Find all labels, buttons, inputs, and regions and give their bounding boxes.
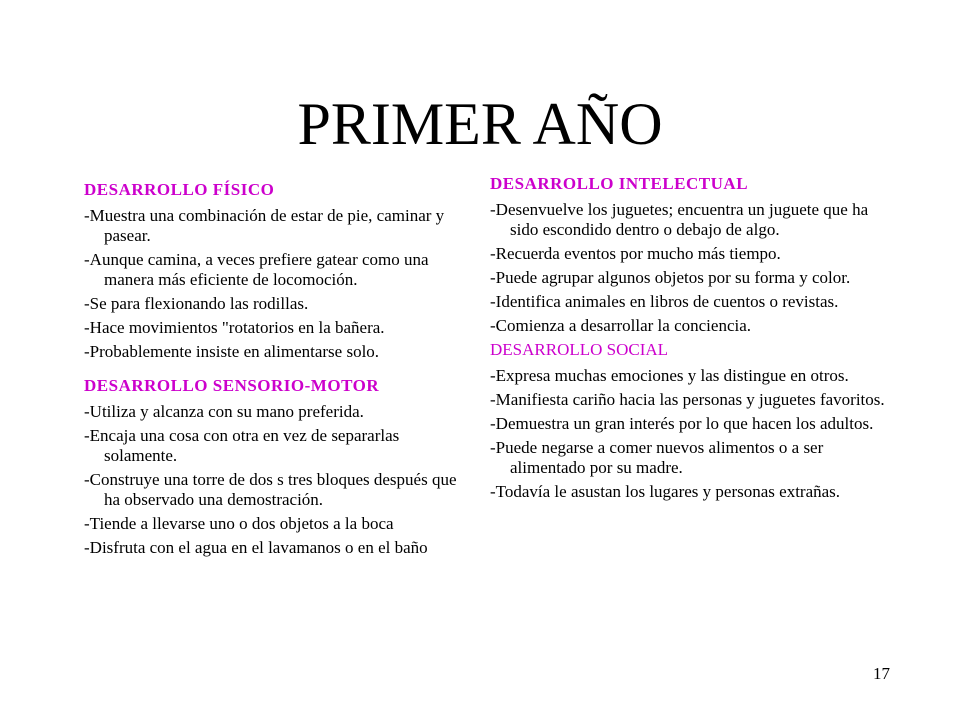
social-development-heading: DESARROLLO SOCIAL <box>490 340 669 359</box>
list-item: -Se para flexionando las rodillas. <box>84 294 309 313</box>
intellectual-development-heading: DESARROLLO INTELECTUAL <box>490 174 749 193</box>
list-item: -Hace movimientos "rotatorios en la bañera. <box>84 318 385 337</box>
list-item: -Puede negarse a comer nuevos alimentos o a ser alimentado por su madre. <box>490 438 824 477</box>
list-item: -Comienza a desarrollar la conciencia. <box>490 316 752 335</box>
left-column <box>84 180 464 562</box>
list-item: -Manifiesta cariño hacia las personas y juguetes favoritos. <box>490 390 885 409</box>
list-item: -Muestra una combinación de estar de pie, caminar y pasear. <box>84 206 445 245</box>
page-number: 17 <box>873 664 890 683</box>
list-item: -Tiende a llevarse uno o dos objetos a la boca <box>84 514 394 533</box>
list-item: -Encaja una cosa con otra en vez de separarlas solamente. <box>84 426 400 465</box>
list-item: -Probablemente insiste en alimentarse solo. <box>84 342 380 361</box>
list-item: -Expresa muchas emociones y las distingue en otros. <box>490 366 849 385</box>
list-item: -Utiliza y alcanza con su mano preferida. <box>84 402 364 421</box>
list-item: -Construye una torre de dos s tres bloques después que ha observado una demostración. <box>84 470 457 509</box>
list-item: -Aunque camina, a veces prefiere gatear como una manera más eficiente de locomoción. <box>84 250 429 289</box>
physical-development-heading: DESARROLLO FÍSICO <box>84 180 275 199</box>
right-column <box>490 174 890 506</box>
list-item: -Identifica animales en libros de cuentos o revistas. <box>490 292 839 311</box>
list-item: -Todavía le asustan los lugares y personas extrañas. <box>490 482 841 501</box>
list-item: -Demuestra un gran interés por lo que hacen los adultos. <box>490 414 874 433</box>
list-item: -Recuerda eventos por mucho más tiempo. <box>490 244 781 263</box>
slide-title: PRIMER AÑO <box>297 91 663 157</box>
list-item: -Puede agrupar algunos objetos por su forma y color. <box>490 268 851 287</box>
list-item: -Disfruta con el agua en el lavamanos o en el baño <box>84 538 428 557</box>
list-item: -Desenvuelve los juguetes; encuentra un juguete que ha sido escondido dentro o debajo de algo. <box>490 200 869 239</box>
sensory-motor-development-heading: DESARROLLO SENSORIO-MOTOR <box>84 376 380 395</box>
